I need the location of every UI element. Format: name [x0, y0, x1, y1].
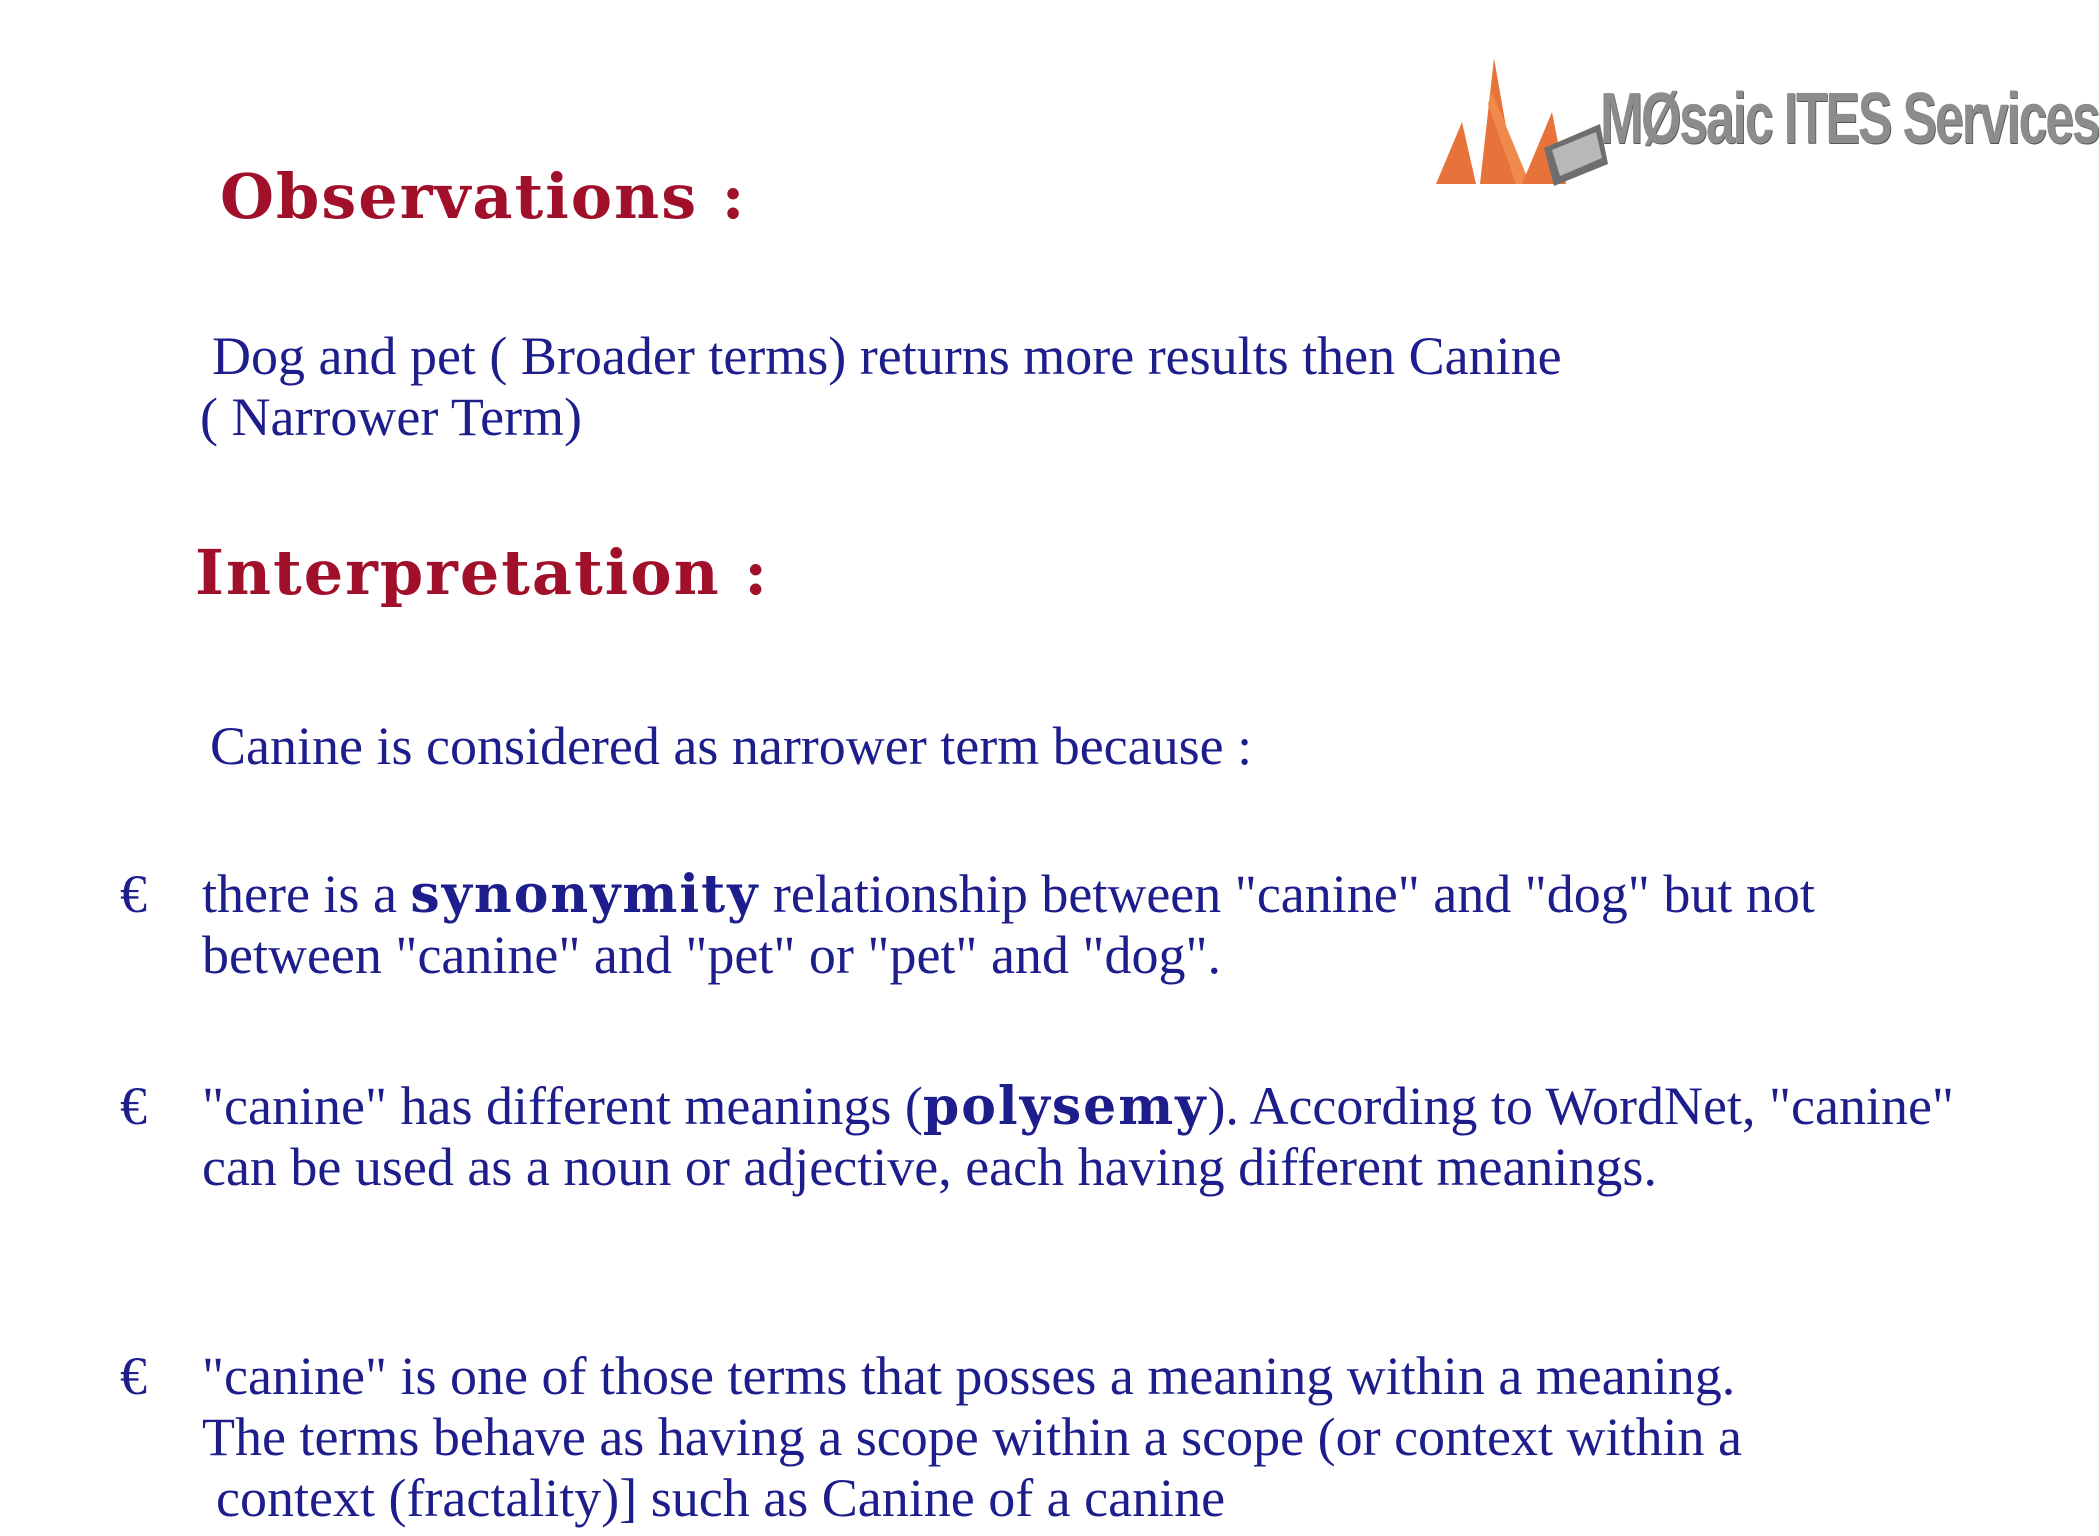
bullet-line-2: The terms behave as having a scope within a scope (or context within a — [202, 1407, 1743, 1467]
observations-heading: Observations : — [220, 160, 747, 233]
bullet-euro-icon: € — [120, 1076, 147, 1136]
bullet-text — [202, 1076, 1970, 1198]
keyword-polysemy: polysemy — [922, 1076, 1208, 1137]
bullet-item-polysemy — [120, 1076, 1970, 1198]
mosaic-logo-icon — [1432, 52, 1610, 186]
bullet-euro-icon: € — [120, 1346, 147, 1406]
bullet-line-3: context (fractality)] such as Canine of a canine — [216, 1468, 1226, 1528]
company-logo — [1432, 52, 2099, 186]
bullet-line-1: "canine" is one of those terms that posses a meaning within a meaning. — [202, 1346, 1736, 1406]
bullet-item-fractality — [120, 1346, 1970, 1529]
bullet-text-after: ). According to WordNet, "canine" can be used as a noun or adjective, each having different meanings. — [202, 1076, 1954, 1197]
bullet-text-after: relationship between "canine" and "dog" but not between "canine" and "pet" or "pet" and "dog". — [202, 864, 1815, 985]
bullet-text-before: "canine" has different meanings ( — [202, 1076, 923, 1136]
observations-text — [200, 326, 1760, 448]
interpretation-heading: Interpretation : — [195, 536, 770, 609]
interpretation-intro: Canine is considered as narrower term because : — [210, 716, 1253, 776]
bullet-text-before: there is a — [202, 864, 411, 924]
bullet-item-synonymity — [120, 864, 1970, 986]
observations-line-1: Dog and pet ( Broader terms) returns more results then Canine — [212, 326, 1562, 386]
logo-text: MØsaic ITES Services — [1600, 79, 2099, 159]
bullet-text — [202, 1346, 1970, 1529]
observations-line-2: ( Narrower Term) — [200, 387, 583, 447]
keyword-synonymity: synonymity — [410, 864, 760, 925]
bullet-euro-icon: € — [120, 864, 147, 924]
bullet-text — [202, 864, 1970, 986]
